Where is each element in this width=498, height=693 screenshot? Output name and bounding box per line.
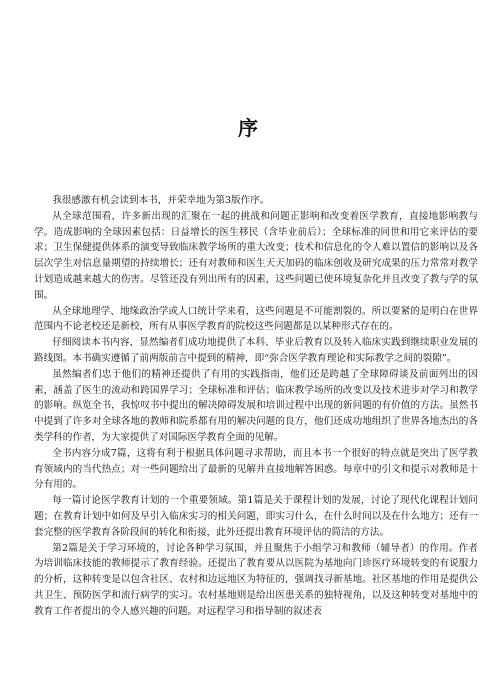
paragraph: 全书内容分成7篇，这将有利于根据具体问题寻求帮助，而且本书一个很好的特点就是突出了医学教育领域内的当代热点；对一些问题给出了最新的见解并直接地解答困惑。每章中的引文和提示对教师是十分有用的。 [34,447,478,491]
paragraph: 从全球范围看，许多新出现的汇聚在一起的挑战和问题正影响和改变着医学教育，直接地影响教与学。造成影响的全球因素包括：日益增长的医生移民（含毕业前后）；全球标准的同世和用它来评估的要求；卫生保健提供体系的演变导致临床教学场所的重大改变；技术和信息化的令人难以置信的影响以及各层次学生对信息量期望的持续增长；还有对教师和医生天天加码的临床创收及研究成果的压力常常对教学计划造成越来越大的伤害。尽管还没有列出所有的因素，这些问题已使环境复杂化并且改变了教与学的氛围。 [34,210,478,301]
preface-body [34,193,478,620]
paragraph: 第2篇是关于学习环境的，讨论各种学习氛围，并且聚焦于小组学习和教师（辅导者）的作用。作者为培训临床技能的教师提示了教育经验。还提出了教育要从以医院为基地向门诊医疗环境转变的有说服力的分析，这种转变是以包含社区、农村和边远地区为特征的，强调找寻新基地。社区基地的作用是提供公共卫生、预防医学和流行病学的实习。农村基地则是给出医患关系的独特视角，以及这种转变对基地中的教育工作者提出的令人感兴趣的问题。对远程学习和指导制的叙述表 [34,542,478,617]
paragraph: 仔细阅读本书内容，显然编者们成功地提供了本科、毕业后教育以及转入临床实践到继续职业发展的路线图。本书确实遵循了前两版前言中提到的精神，即“弥合医学教育理论和实际教学之间的裂隙”。 [34,337,478,364]
page-title: 序 [238,116,260,140]
paragraph: 每一篇讨论医学教育计划的一个重要领域。第1篇是关于课程计划的发展，讨论了现代化课程计划问题；在教育计划中如何及早引入临床实习的相关问题，即实习什么，在什么时间以及在什么地方；还有一套完整的医学教育各阶段间的转化和衔接，此外还提出教育环境评估的简洁的方法。 [34,495,478,538]
paragraph: 我很感激有机会读到本书，并荣幸地为第3版作序。 [52,195,270,206]
paragraph: 虽然编者们忠于他们的精神还提供了有用的实践指南，他们还是跨越了全球障碍谈及前面列出的因素，涵盖了医生的流动和跨国界学习；全球标准和评估；临床教学场所的改变以及技术进步对学习和教学的影响。纵览全书，我惊叹书中提出的解决障碍发展和培训过程中出现的新问题的有价值的方法。虽然书中提到了许多对全球各地的教师和院系都有用的解决问题的良方，他们还成功地组织了世界各地杰出的各类学科的作者，为大家提供了对国际医学教育全面的见解。 [34,368,478,443]
paragraph: 从全球地理学、地缘政治学或人口统计学来看，这些问题是不可能割裂的。所以要紧的是明白在世界范围内不论老校还是新校，所有从事医学教育的院校这些问题都是以某种形式存在的。 [34,305,478,333]
